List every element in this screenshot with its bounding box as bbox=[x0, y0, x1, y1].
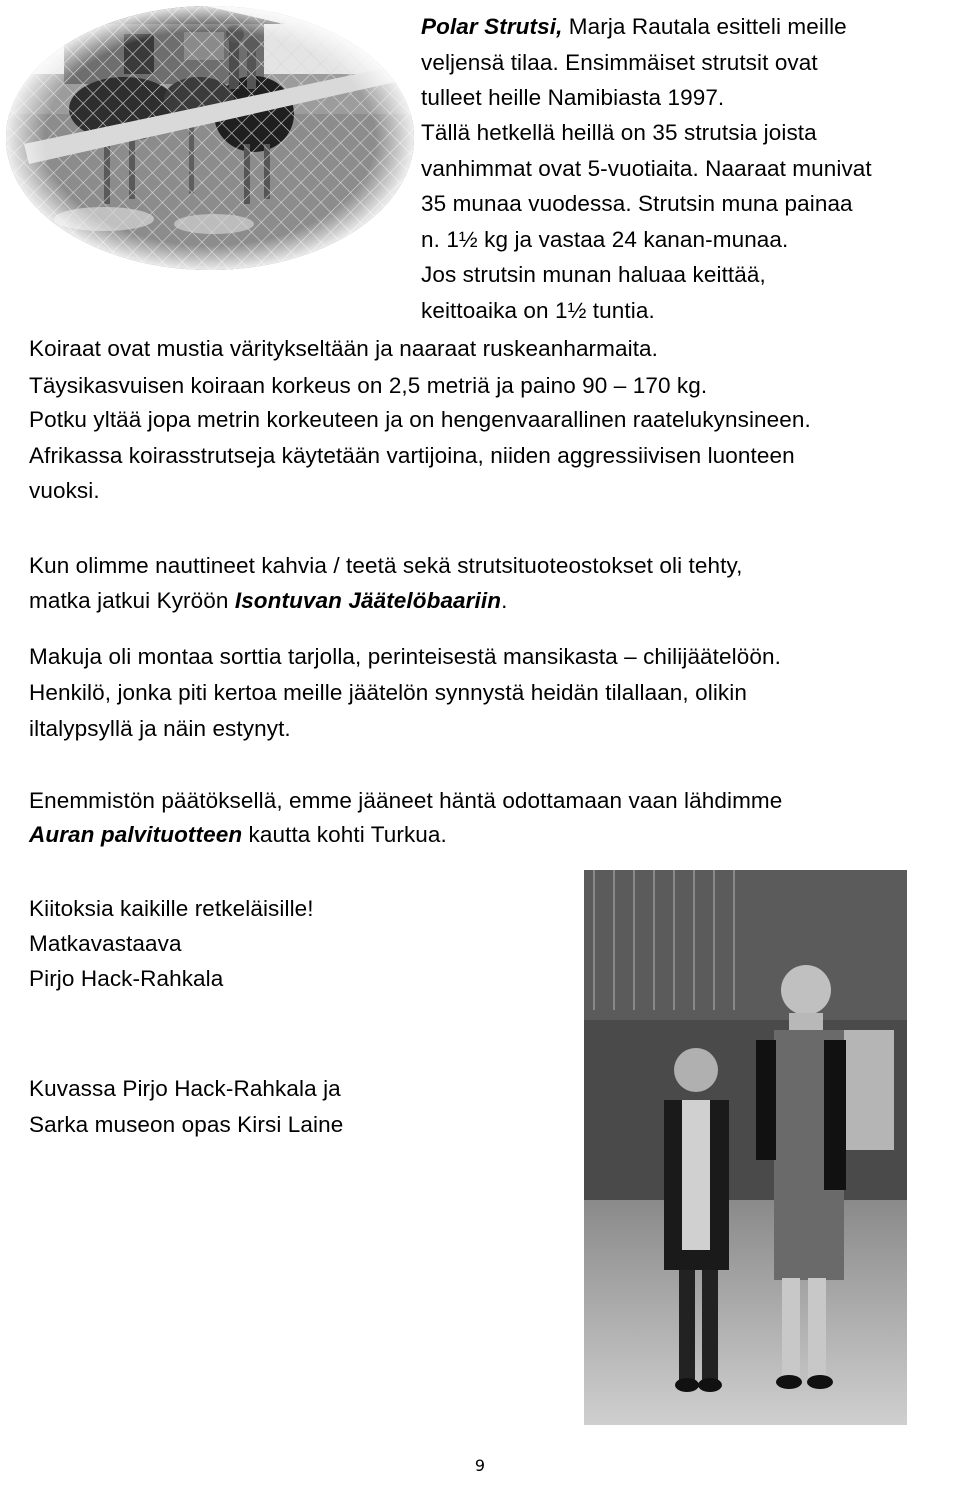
body-line-1: Koiraat ovat mustia väritykseltään ja naaraat ruskeanharmaita. bbox=[29, 336, 659, 361]
intro-line-6: 35 munaa vuodessa. Strutsin muna painaa bbox=[421, 191, 853, 216]
women-photo bbox=[584, 870, 907, 1425]
body-line-2: Täysikasvuisen koiraan korkeus on 2,5 metriä ja paino 90 – 170 kg. bbox=[29, 373, 708, 398]
role-line: Matkavastaava bbox=[29, 931, 182, 956]
intro-line-2: veljensä tilaa. Ensimmäiset strutsit ovat bbox=[421, 50, 818, 75]
page-number: 9 bbox=[474, 1456, 486, 1475]
intro-line-9: keittoaika on 1½ tuntia. bbox=[421, 298, 655, 323]
thanks-line: Kiitoksia kaikille retkeläisille! bbox=[29, 896, 314, 921]
caption-line-2: Sarka museon opas Kirsi Laine bbox=[29, 1112, 344, 1137]
coffee-text: matka jatkui Kyröön bbox=[29, 588, 235, 613]
intro-line-7: n. 1½ kg ja vastaa 24 kanan-munaa. bbox=[421, 227, 789, 252]
farm-name: Polar Strutsi, bbox=[421, 14, 563, 39]
intro-line-4: Tällä hetkellä heillä on 35 strutsia joista bbox=[421, 120, 817, 145]
flavors-line-3: iltalypsyllä ja näin estynyt. bbox=[29, 716, 291, 741]
body-line-4: Afrikassa koirasstrutseja käytetään vartijoina, niiden aggressiivisen luonteen bbox=[29, 443, 795, 468]
coffee-line-1: Kun olimme nauttineet kahvia / teetä sekä strutsituoteostokset oli tehty, bbox=[29, 553, 743, 578]
coffee-line-2 bbox=[29, 586, 507, 616]
flavors-line-2: Henkilö, jonka piti kertoa meille jäätelön synnystä heidän tilallaan, olikin bbox=[29, 680, 747, 705]
intro-line-1 bbox=[421, 12, 847, 42]
author-line: Pirjo Hack-Rahkala bbox=[29, 966, 224, 991]
body-line-5: vuoksi. bbox=[29, 478, 100, 503]
intro-text: Marja Rautala esitteli meille bbox=[562, 14, 847, 39]
producer-name: Auran palvituotteen bbox=[29, 822, 243, 847]
ostrich-photo bbox=[4, 4, 416, 272]
coffee-period: . bbox=[501, 588, 508, 613]
ice-cream-bar-name: Isontuvan Jäätelöbaariin bbox=[234, 588, 502, 613]
majority-text: kautta kohti Turkua. bbox=[242, 822, 447, 847]
caption-line-1: Kuvassa Pirjo Hack-Rahkala ja bbox=[29, 1076, 341, 1101]
intro-line-5: vanhimmat ovat 5-vuotiaita. Naaraat munivat bbox=[421, 156, 872, 181]
intro-line-8: Jos strutsin munan haluaa keittää, bbox=[421, 262, 766, 287]
body-line-3: Potku yltää jopa metrin korkeuteen ja on hengenvaarallinen raatelukynsineen. bbox=[29, 407, 811, 432]
majority-line-1: Enemmistön päätöksellä, emme jääneet häntä odottamaan vaan lähdimme bbox=[29, 788, 783, 813]
flavors-line-1: Makuja oli montaa sorttia tarjolla, perinteisestä mansikasta – chilijäätelöön. bbox=[29, 644, 781, 669]
intro-line-3: tulleet heille Namibiasta 1997. bbox=[421, 85, 725, 110]
majority-line-2 bbox=[29, 820, 447, 850]
